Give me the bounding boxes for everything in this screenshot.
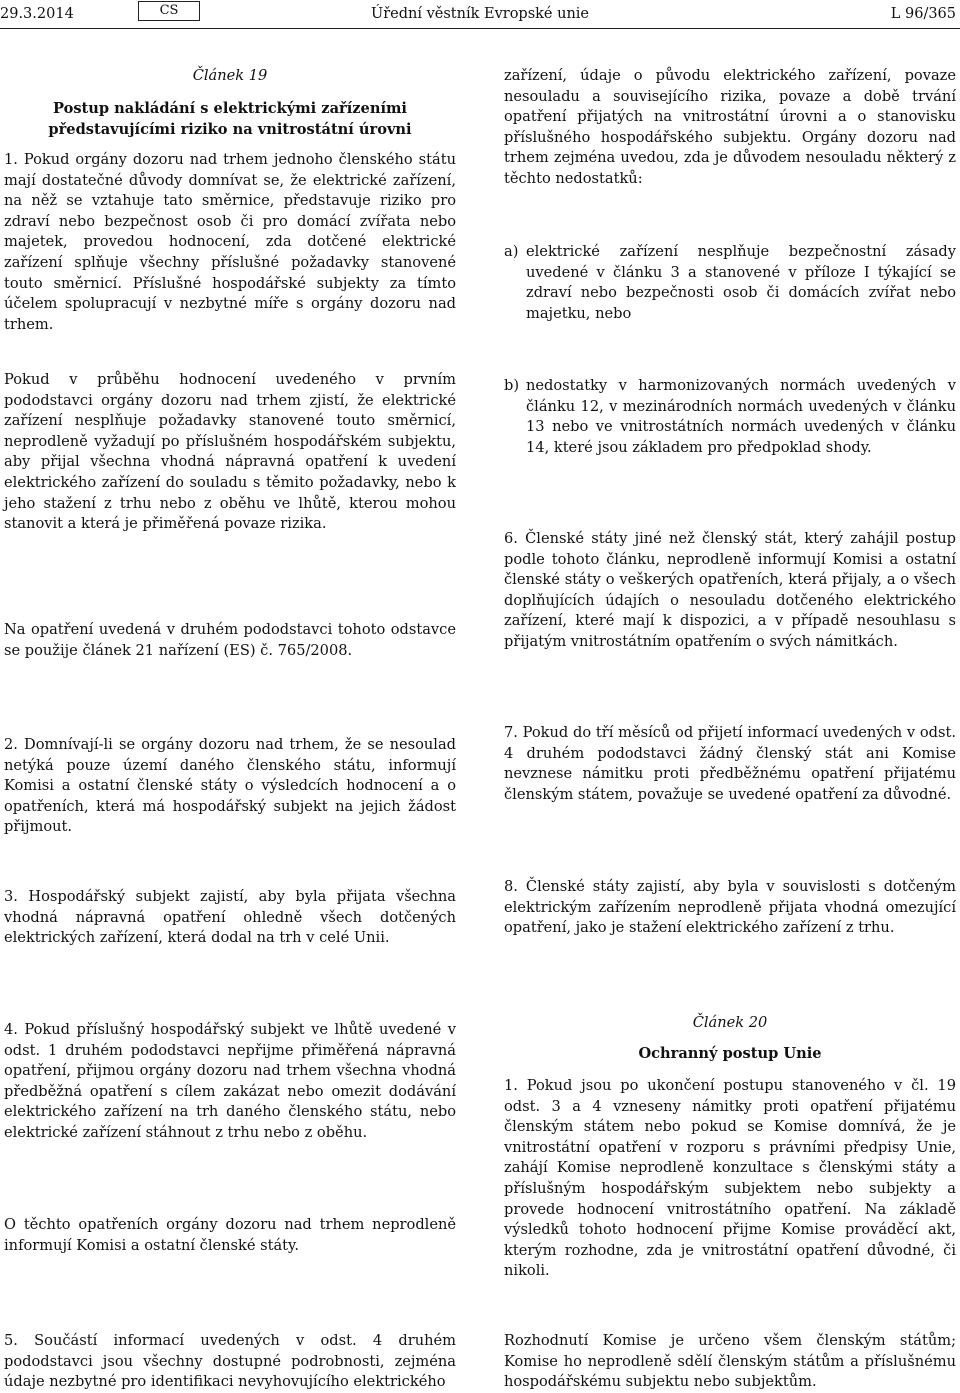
left-paragraph-1: 1. Pokud orgány dozoru nad trhem jednoho členského státu mají dostatečné důvody domnívat se, že elektrické zařízení, na něž se vztahuje tato směrnice, představuje riziko pro zdraví nebo bezpečnost osob či pro domácí zvířata nebo majetek, provedou hodnocení, zda dotčené elektrické zařízení splňuje všechny příslušné požadavky stanovené touto směrnicí. Příslušné hospodářské subjekty za tímto účelem spolupracují v nezbytné míře s orgány dozoru nad trhem. (4, 151, 456, 333)
article-19-number: Článek 19 (192, 67, 268, 84)
page-header (0, 0, 960, 28)
right-paragraph-8: 8. Členské státy zajistí, aby byla v souvislosti s dotčeným elektrickým zařízením neprodleně přijata vhodná omezující opatření, jako je stažení elektrického zařízení z trhu. (504, 878, 956, 937)
article-19-title: Postup nakládání s elektrickými zařízeními představujícími riziko na vnitrostátní úrovni (48, 100, 412, 138)
right-paragraph-7: 7. Pokud do tří měsíců od přijetí informací uvedených v odst. 4 druhém pododstavci žádný členský stát ani Komise nevznese námitku proti předběžnému opatření přijatému členským státem, považuje se uvedené opatření za důvodné. (504, 724, 956, 803)
list-item-b (504, 376, 956, 458)
article-20-paragraph-2: Rozhodnutí Komise je určeno všem členským státům; Komise ho neprodleně sdělí členským státům a příslušnému hospodářskému subjektu nebo subjektům. (504, 1332, 956, 1391)
left-paragraph-5: 3. Hospodářský subjekt zajistí, aby byla přijata všechna vhodná nápravná opatření ohledně všech dotčených elektrických zařízení, která dodal na trh v celé Unii. (4, 888, 456, 947)
left-paragraph-3: Na opatření uvedená v druhém pododstavci tohoto odstavce se použije článek 21 nařízení (ES) č. 765/2008. (4, 621, 456, 659)
article-20-title: Ochranný postup Unie (638, 1045, 822, 1062)
left-paragraph-4: 2. Domnívají-li se orgány dozoru nad trhem, že se nesoulad netýká pouze území daného členského státu, informují Komisi a ostatní členské státy o výsledcích hodnocení a o opatřeních, která má hospodářský subjekt na jejich žádost přijmout. (4, 736, 456, 836)
header-divider (0, 28, 960, 29)
list-item-b-label: b) (504, 377, 520, 394)
language-badge: CS (138, 1, 200, 21)
left-paragraph-6: 4. Pokud příslušný hospodářský subjekt ve lhůtě uvedené v odst. 1 druhém pododstavci nepřijme přiměřená nápravná opatření, přijmou orgány dozoru nad trhem všechna vhodná předběžná opatření s cílem zakázat nebo omezit dodávání elektrického zařízení na trh daného členského státu, nebo elektrické zařízení stáhnout z trhu nebo z oběhu. (4, 1021, 456, 1141)
article-20-paragraph-1: 1. Pokud jsou po ukončení postupu stanoveného v čl. 19 odst. 3 a 4 vzneseny námitky proti opatření přijatému členským státem nebo pokud se Komise domnívá, že je vnitrostátní opatření v rozporu s právními předpisy Unie, zahájí Komise neprodleně konzultace s členskými státy a příslušným hospodářským subjektem nebo subjekty a provede hodnocení vnitrostátního opatření. Na základě výsledků tohoto hodnocení přijme Komise prováděcí akt, kterým rozhodne, zda je vnitrostátní opatření důvodné, či nikoli. (504, 1077, 956, 1280)
list-item-a (504, 242, 956, 324)
journal-title: Úřední věstník Evropské unie (370, 6, 590, 22)
list-item-b-text: nedostatky v harmonizovaných normách uvedených v článku 12, v mezinárodních normách uvedených v článku 13 nebo ve vnitrostátních normách uvedených v článku 14, které jsou základem pro předpoklad shody. (526, 377, 956, 456)
article-20-number: Článek 20 (692, 1014, 768, 1031)
list-item-a-label: a) (504, 243, 519, 260)
list-item-a-text: elektrické zařízení nesplňuje bezpečnostní zásady uvedené v článku 3 a stanovené v příloze I týkající se zdraví nebo bezpečnosti osob či domácích zvířat nebo majetku, nebo (526, 243, 956, 322)
left-paragraph-7: O těchto opatřeních orgány dozoru nad trhem neprodleně informují Komisi a ostatní členské státy. (4, 1216, 456, 1254)
page-reference: L 96/365 (890, 6, 956, 22)
left-paragraph-2: Pokud v průběhu hodnocení uvedeného v prvním pododstavci orgány dozoru nad trhem zjistí, že elektrické zařízení nesplňuje požadavky stanovené touto směrnicí, neprodleně vyžadují po příslušném hospodářském subjektu, aby přijal všechna vhodná nápravná opatření k uvedení elektrického zařízení do souladu s těmito požadavky, nebo k jeho stažení z trhu nebo z oběhu ve lhůtě, kterou mohou stanovit a která je přiměřená povaze rizika. (4, 371, 456, 533)
right-paragraph-6: 6. Členské státy jiné než členský stát, který zahájil postup podle tohoto článku, neprodleně informují Komisi a ostatní členské státy o veškerých opatřeních, která přijaly, a o všech doplňujících údajích o nesouladu dotčeného elektrického zařízení, které mají k dispozici, a v případě nesouhlasu s přijatým vnitrostátním opatřením o svých námitkách. (504, 530, 956, 650)
publication-date: 29.3.2014 (0, 6, 74, 22)
right-paragraph-1: zařízení, údaje o původu elektrického zařízení, povaze nesouladu a souvisejícího rizika, povaze a době trvání opatření přijatých na vnitrostátní úrovni a o stanovisku příslušného hospodářského subjektu. Orgány dozoru nad trhem zejména uvedou, zda je důvodem nesouladu některý z těchto nedostatků: (504, 67, 956, 187)
left-paragraph-8: 5. Součástí informací uvedených v odst. 4 druhém pododstavci jsou všechny dostupné podrobnosti, zejména údaje nezbytné pro identifikaci nevyhovujícího elektrického (4, 1332, 456, 1391)
